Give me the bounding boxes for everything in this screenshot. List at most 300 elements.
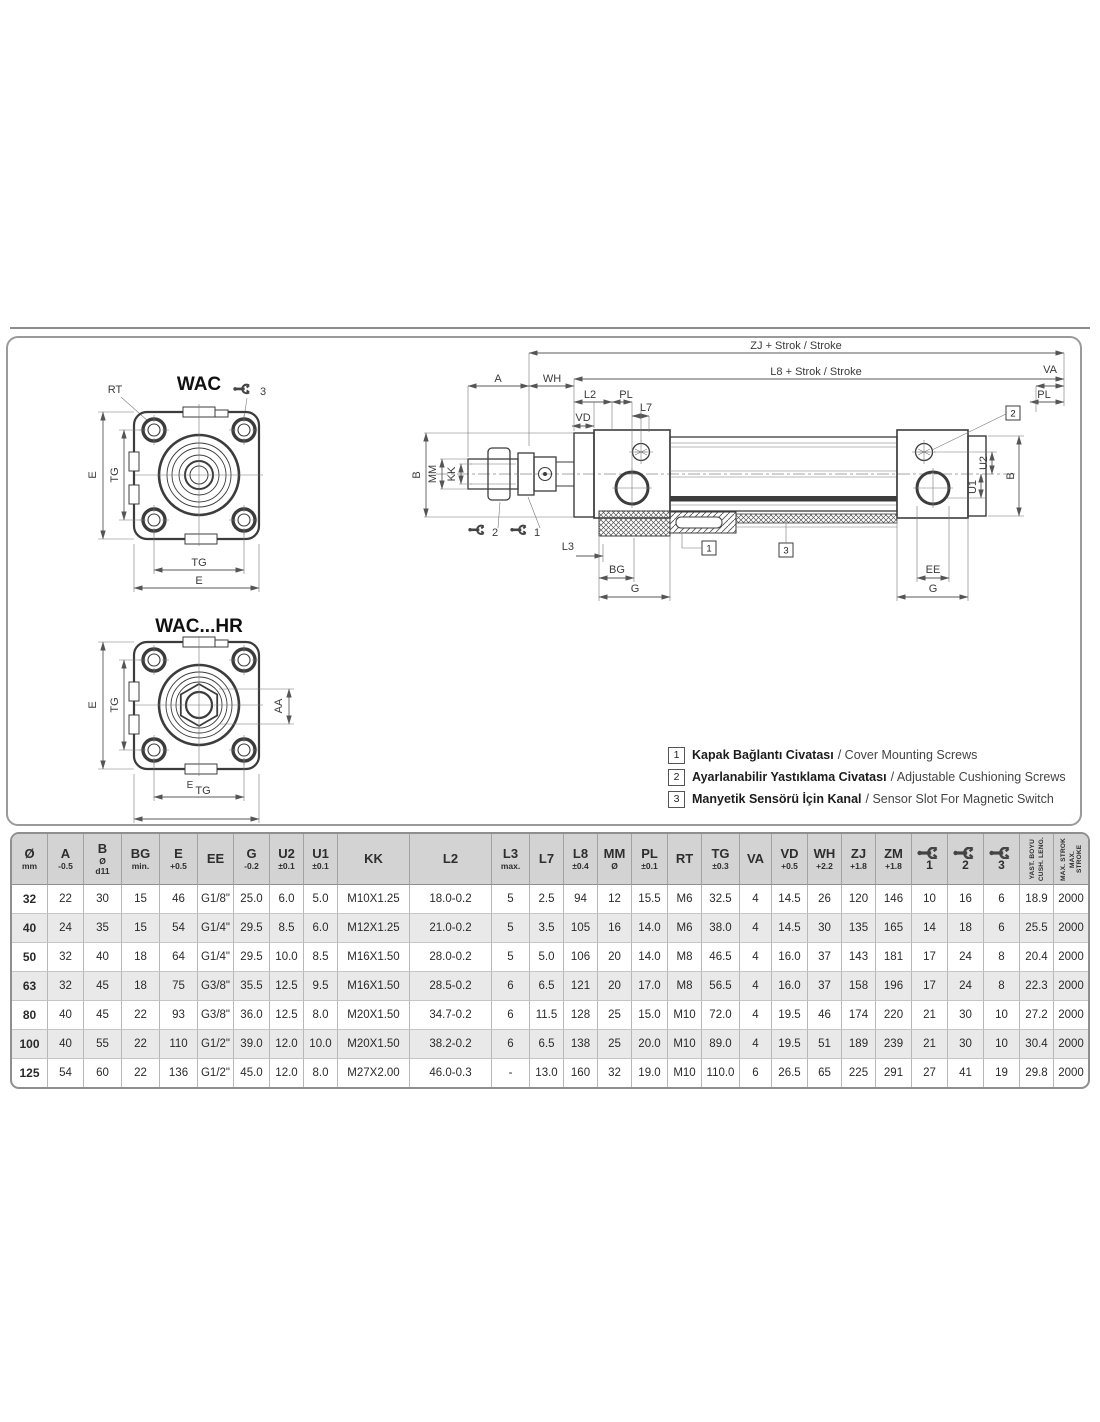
col-header-a: A -0.5 (48, 834, 84, 885)
cell: M10 (668, 1059, 702, 1087)
cell: 20 (598, 972, 632, 1001)
legend-text-en: / Cover Mounting Screws (837, 748, 978, 762)
cell: 8.5 (270, 914, 304, 943)
cell: M20X1.50 (338, 1030, 410, 1059)
cell: 6 (984, 885, 1020, 914)
cell: 2000 (1054, 1001, 1088, 1030)
cell: 158 (842, 972, 876, 1001)
col-header-yast-boyu: YAST. BOYU CUSH. LENG. (1020, 834, 1054, 885)
cell: 16 (598, 914, 632, 943)
callout-3 (779, 519, 793, 557)
cell: 94 (564, 885, 598, 914)
cell: 6 (984, 914, 1020, 943)
cell: 135 (842, 914, 876, 943)
cell: 14.5 (772, 885, 808, 914)
cell: 51 (808, 1030, 842, 1059)
cell: 22 (122, 1001, 160, 1030)
sensor-rail-section (599, 511, 897, 536)
cell: 125 (12, 1059, 48, 1087)
table-row-bore-63 (12, 972, 1088, 1001)
legend-num-box: 1 (668, 747, 685, 764)
cell: 16 (948, 885, 984, 914)
cell: 160 (564, 1059, 598, 1087)
cell: 196 (876, 972, 912, 1001)
cell: 22 (48, 885, 84, 914)
cell: 4 (740, 885, 772, 914)
cell: 3.5 (530, 914, 564, 943)
cell: 20.4 (1020, 943, 1054, 972)
dim-label-tg-left: TG (109, 697, 121, 713)
cell: 18 (122, 972, 160, 1001)
cell: 32 (12, 885, 48, 914)
cell: G1/4" (198, 914, 234, 943)
dim-label-l3: L3 (561, 541, 574, 553)
wac-title: WAC (176, 374, 222, 395)
cell: 37 (808, 943, 842, 972)
col-header-kk: KK (338, 834, 410, 885)
cell: 21.0-0.2 (410, 914, 492, 943)
cell: 41 (948, 1059, 984, 1087)
cell: 121 (564, 972, 598, 1001)
col-header-pl: PL ±0.1 (632, 834, 668, 885)
table-row-bore-125 (12, 1059, 1088, 1087)
wac-hr-front-view (77, 610, 367, 832)
cell: 24 (948, 972, 984, 1001)
col-header-max-strok: MAX. STROK MAX. STROKE (1054, 834, 1088, 885)
cell: 19.5 (772, 1030, 808, 1059)
legend-item-2 (668, 766, 1078, 788)
cell: 20 (598, 943, 632, 972)
legend-text-tr: Kapak Bağlantı Civatası (692, 748, 834, 762)
cell: 32 (598, 1059, 632, 1087)
dim-label-bg: BG (609, 564, 625, 576)
callout-2 (932, 406, 1020, 450)
dim-label-u1: U1 (967, 479, 979, 495)
cell: 14.0 (632, 914, 668, 943)
cell: 6.5 (530, 972, 564, 1001)
cell: 38.2-0.2 (410, 1030, 492, 1059)
wac-hr-title: WAC...HR (155, 616, 243, 637)
cell: 18 (948, 914, 984, 943)
svg-text:1: 1 (534, 527, 541, 539)
cell: 138 (564, 1030, 598, 1059)
cell: 12.0 (270, 1030, 304, 1059)
cell: 2000 (1054, 885, 1088, 914)
cell: 4 (740, 943, 772, 972)
cell: G1/8" (198, 885, 234, 914)
cell: 60 (84, 1059, 122, 1087)
dim-label-ee: EE (925, 564, 941, 576)
cell: 10 (984, 1030, 1020, 1059)
cell: 105 (564, 914, 598, 943)
dim-label-b-right: B (1005, 472, 1017, 480)
hex-rod-end (135, 636, 263, 776)
legend-text-en: / Sensor Slot For Magnetic Switch (865, 792, 1054, 806)
cell: 30 (948, 1030, 984, 1059)
col-header-l8: L8 ±0.4 (564, 834, 598, 885)
dim-label-g-right: G (928, 583, 938, 595)
cell: 18.0-0.2 (410, 885, 492, 914)
cell: 165 (876, 914, 912, 943)
svg-text:2: 2 (1010, 408, 1016, 420)
cell: 6 (492, 1030, 530, 1059)
cell: 110.0 (702, 1059, 740, 1087)
cell: 10 (912, 885, 948, 914)
cell: 38.0 (702, 914, 740, 943)
col-header-zm: ZM +1.8 (876, 834, 912, 885)
cell: 18.9 (1020, 885, 1054, 914)
cell: 34.7-0.2 (410, 1001, 492, 1030)
dim-label-tg-bottom: TG (191, 557, 207, 569)
table-row-bore-32 (12, 885, 1088, 914)
cell: 5 (492, 914, 530, 943)
wrench-icon (989, 847, 1015, 859)
cell: 63 (12, 972, 48, 1001)
cell: - (492, 1059, 530, 1087)
legend (668, 744, 1078, 810)
cell: 72.0 (702, 1001, 740, 1030)
cell: 29.5 (234, 914, 270, 943)
cell: 12 (598, 885, 632, 914)
cell: 25 (598, 1001, 632, 1030)
cell: 30 (808, 914, 842, 943)
cell: 35.5 (234, 972, 270, 1001)
cell: 40 (48, 1030, 84, 1059)
cell: 291 (876, 1059, 912, 1087)
cell: 20.0 (632, 1030, 668, 1059)
cell: 6 (492, 972, 530, 1001)
cell: 25 (598, 1030, 632, 1059)
cell: 27 (912, 1059, 948, 1087)
cell: 89.0 (702, 1030, 740, 1059)
cell: 32 (48, 943, 84, 972)
cell: 4 (740, 972, 772, 1001)
legend-text-tr: Manyetik Sensörü İçin Kanal (692, 792, 862, 806)
wac-wrench-num: 3 (260, 386, 267, 398)
col-header-va: VA (740, 834, 772, 885)
piston-bore (135, 404, 263, 546)
cell: 12.0 (270, 1059, 304, 1087)
cell: 17 (912, 943, 948, 972)
cell: 54 (160, 914, 198, 943)
cell: 46 (808, 1001, 842, 1030)
cell: 22.3 (1020, 972, 1054, 1001)
cell: 16.0 (772, 972, 808, 1001)
cell: 8 (984, 972, 1020, 1001)
cell: M20X1.50 (338, 1001, 410, 1030)
col-header-g: G -0.2 (234, 834, 270, 885)
cell: 54 (48, 1059, 84, 1087)
dim-label-e-bottom: E (195, 575, 203, 587)
table-row-bore-80 (12, 1001, 1088, 1030)
cell: 35 (84, 914, 122, 943)
cell: 64 (160, 943, 198, 972)
cell: 15.5 (632, 885, 668, 914)
cell: M10 (668, 1030, 702, 1059)
dim-label-rt: RT (107, 384, 123, 396)
cell: 93 (160, 1001, 198, 1030)
cell: 37 (808, 972, 842, 1001)
cell: M8 (668, 972, 702, 1001)
cell: G1/2" (198, 1030, 234, 1059)
cell: 32 (48, 972, 84, 1001)
cell: 8 (984, 943, 1020, 972)
cell: 4 (740, 1001, 772, 1030)
dim-label-kk: KK (446, 466, 458, 482)
cell: M6 (668, 885, 702, 914)
cell: M10X1.25 (338, 885, 410, 914)
col-header-u2: U2 ±0.1 (270, 834, 304, 885)
cell: 6 (492, 1001, 530, 1030)
cell: 239 (876, 1030, 912, 1059)
dimension-table (10, 832, 1090, 1089)
dim-label-va: VA (1043, 364, 1057, 376)
legend-num-box: 2 (668, 769, 685, 786)
cell: 30 (948, 1001, 984, 1030)
legend-text-en: / Adjustable Cushioning Screws (890, 770, 1066, 784)
dim-label-l8-stroke: L8 + Strok / Stroke (770, 366, 862, 378)
dim-label-wh: WH (542, 373, 562, 385)
cell: 225 (842, 1059, 876, 1087)
svg-text:2: 2 (492, 527, 499, 539)
cell: 19.5 (772, 1001, 808, 1030)
cell: 8.0 (304, 1059, 338, 1087)
cell: 50 (12, 943, 48, 972)
cell: 146 (876, 885, 912, 914)
wrench-icon (917, 847, 943, 859)
cell: 24 (948, 943, 984, 972)
cell: 45 (84, 1001, 122, 1030)
cell: 18 (122, 943, 160, 972)
col-header-e: E +0.5 (160, 834, 198, 885)
dim-label-tg-left: TG (109, 467, 121, 483)
cell: 29.5 (234, 943, 270, 972)
cell: 40 (84, 943, 122, 972)
legend-item-1 (668, 744, 1078, 766)
cell: 5 (492, 885, 530, 914)
dim-label-e-left: E (87, 471, 99, 479)
cell: 2000 (1054, 1030, 1088, 1059)
cell: 13.0 (530, 1059, 564, 1087)
cell: 106 (564, 943, 598, 972)
col-header-: Ø mm (12, 834, 48, 885)
cell: 2000 (1054, 943, 1088, 972)
table-row-bore-50 (12, 943, 1088, 972)
cell: 17 (912, 972, 948, 1001)
cell: 5.0 (304, 885, 338, 914)
col-header-wh: WH +2.2 (808, 834, 842, 885)
cell: M8 (668, 943, 702, 972)
col-header-l2: L2 (410, 834, 492, 885)
cell: 25.5 (1020, 914, 1054, 943)
dim-label-mm: MM (427, 464, 439, 484)
dim-label-b-left: B (411, 471, 423, 479)
cell: 136 (160, 1059, 198, 1087)
wrench-icon (953, 847, 979, 859)
cell: 189 (842, 1030, 876, 1059)
dim-label-tg-bottom: TG (195, 785, 211, 797)
cell: 6.5 (530, 1030, 564, 1059)
cell: 5.0 (530, 943, 564, 972)
dim-label-pl-left: PL (619, 389, 633, 401)
cell: 6.0 (270, 885, 304, 914)
cell: 174 (842, 1001, 876, 1030)
header-row (12, 834, 1088, 885)
cell: 39.0 (234, 1030, 270, 1059)
drawing-panel (6, 336, 1082, 826)
cell: 46 (160, 885, 198, 914)
cell: 32.5 (702, 885, 740, 914)
cell: 46.0-0.3 (410, 1059, 492, 1087)
side-section-view (411, 340, 1076, 616)
cell: 15 (122, 914, 160, 943)
legend-text-tr: Ayarlanabilir Yastıklama Civatası (692, 770, 887, 784)
cell: 26.5 (772, 1059, 808, 1087)
cell: 16.0 (772, 943, 808, 972)
cell: 36.0 (234, 1001, 270, 1030)
wrench-icon (233, 385, 249, 394)
cell: 100 (12, 1030, 48, 1059)
col-header-rt: RT (668, 834, 702, 885)
cell: 4 (740, 1030, 772, 1059)
svg-text:1: 1 (706, 543, 712, 555)
dim-label-l2: L2 (583, 389, 597, 401)
cell: M10 (668, 1001, 702, 1030)
cell: 220 (876, 1001, 912, 1030)
cell: 6.0 (304, 914, 338, 943)
cell: M16X1.50 (338, 943, 410, 972)
cell: 5 (492, 943, 530, 972)
cell: 56.5 (702, 972, 740, 1001)
cell: 65 (808, 1059, 842, 1087)
cell: 6 (740, 1059, 772, 1087)
cell: 2000 (1058, 1067, 1084, 1079)
cell: M6 (668, 914, 702, 943)
col-header-tg: TG ±0.3 (702, 834, 740, 885)
col-header-1: 1 (912, 834, 948, 885)
cell: 80 (12, 1001, 48, 1030)
dim-label-u2: U2 (978, 455, 990, 471)
dim-label-pl-right: PL (1037, 389, 1051, 401)
cell: 27.2 (1020, 1001, 1054, 1030)
cell: 2.5 (530, 885, 564, 914)
rear-plate (968, 436, 986, 516)
cell: 45.0 (234, 1059, 270, 1087)
cell: 46.5 (702, 943, 740, 972)
cell: 21 (912, 1030, 948, 1059)
col-header-l3: L3 max. (492, 834, 530, 885)
cell: 12.5 (270, 1001, 304, 1030)
cell: 17.0 (632, 972, 668, 1001)
table-row-bore-100 (12, 1030, 1088, 1059)
cell: 15.0 (632, 1001, 668, 1030)
col-header-ee: EE (198, 834, 234, 885)
dim-label-aa: AA (273, 698, 285, 714)
dim-label-g-left: G (630, 583, 640, 595)
cell: 30.4 (1020, 1030, 1054, 1059)
legend-num-box: 3 (668, 791, 685, 808)
col-header-zj: ZJ +1.8 (842, 834, 876, 885)
cell: 11.5 (530, 1001, 564, 1030)
cell: 30 (84, 885, 122, 914)
dim-label-vd: VD (575, 412, 591, 424)
col-header-3: 3 (984, 834, 1020, 885)
wrench-mark-2 (468, 502, 500, 539)
cell: 75 (160, 972, 198, 1001)
cell: 10 (984, 1001, 1020, 1030)
col-header-mm: MM Ø (598, 834, 632, 885)
cell: 110 (160, 1030, 198, 1059)
wrench-mark-1 (510, 497, 540, 539)
rear-cushion-screw (912, 440, 936, 464)
cell: 2000 (1054, 914, 1088, 943)
cell: 181 (876, 943, 912, 972)
col-header-bg: BG min. (122, 834, 160, 885)
cell: G1/4" (198, 943, 234, 972)
dim-label-l7: L7 (639, 402, 653, 414)
cell: 22 (122, 1059, 160, 1087)
cell: M16X1.50 (338, 972, 410, 1001)
cell: 2000 (1054, 972, 1088, 1001)
cell: 15 (122, 885, 160, 914)
cell: 19.0 (632, 1059, 668, 1087)
dim-label-a: A (494, 373, 502, 385)
col-header-2: 2 (948, 834, 984, 885)
cell: 9.5 (304, 972, 338, 1001)
top-divider (10, 327, 1090, 329)
dim-label-e-left: E (87, 701, 99, 709)
cell: 8.5 (304, 943, 338, 972)
dim-label-zj-stroke: ZJ + Strok / Stroke (750, 340, 842, 352)
cell: G3/8" (198, 1001, 234, 1030)
cell: 19 (984, 1059, 1020, 1087)
cell: 4 (740, 914, 772, 943)
front-cushion-screw (629, 440, 653, 464)
cell: 12.5 (270, 972, 304, 1001)
cell: 45 (84, 972, 122, 1001)
cell: 128 (564, 1001, 598, 1030)
cell: 28.5-0.2 (410, 972, 492, 1001)
cell: 14.0 (632, 943, 668, 972)
col-header-u1: U1 ±0.1 (304, 834, 338, 885)
cell: 40 (12, 914, 48, 943)
cell: 143 (842, 943, 876, 972)
cell: 26 (808, 885, 842, 914)
wac-front-view (77, 354, 367, 606)
cell: 8.0 (304, 1001, 338, 1030)
cell: 10.0 (304, 1030, 338, 1059)
cell: 28.0-0.2 (410, 943, 492, 972)
callout-1 (682, 532, 716, 555)
cell: 21 (912, 1001, 948, 1030)
cell: 55 (84, 1030, 122, 1059)
cell: G1/2" (198, 1059, 234, 1087)
cell: G3/8" (198, 972, 234, 1001)
table-row-bore-40 (12, 914, 1088, 943)
dim-label-e-bottom: E (186, 780, 194, 791)
cell: 14.5 (772, 914, 808, 943)
cell: 22 (122, 1030, 160, 1059)
col-header-vd: VD +0.5 (772, 834, 808, 885)
col-header-l7: L7 (530, 834, 564, 885)
cell: 40 (48, 1001, 84, 1030)
col-header-b: B Ø d11 (84, 834, 122, 885)
svg-text:3: 3 (783, 545, 789, 557)
legend-item-3 (668, 788, 1078, 810)
cell: M27X2.00 (338, 1059, 410, 1087)
cell: 29.8 (1020, 1059, 1054, 1087)
cell: 25.0 (234, 885, 270, 914)
